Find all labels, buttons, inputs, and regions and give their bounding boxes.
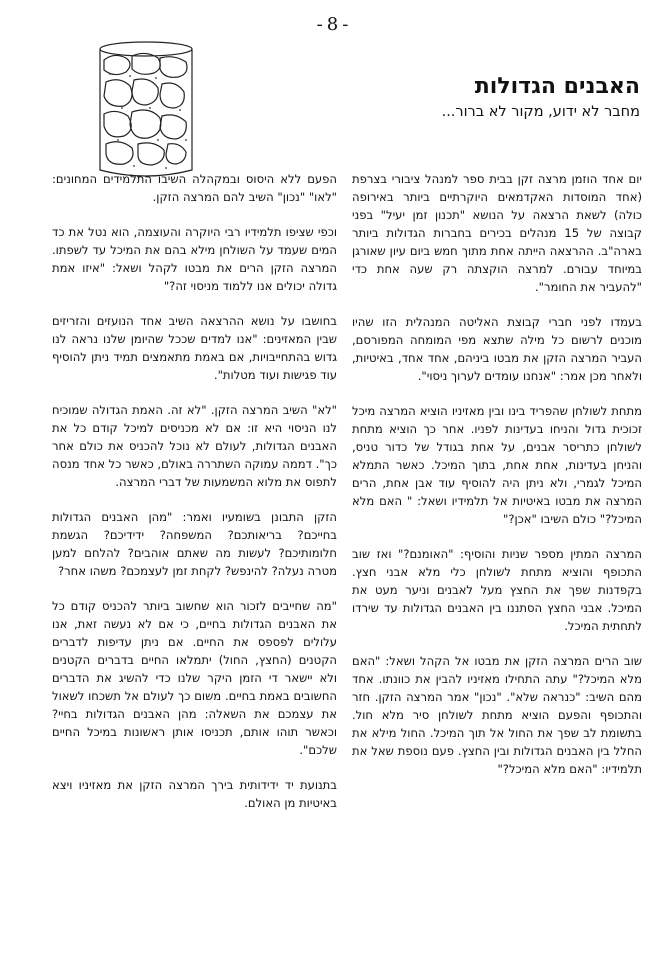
paragraph: בעמדו לפני חברי קבוצת האליטה המנהלית הזו שהיו מוכנים לרשום כל מילה שתצא מפי המומחה המפורסם, העביר המרצה הזקן את מבטו ביניהם, אחד אחד, באיטיות, ולאחר מכן אמר: "אנחנו עומדים לערוך ניסוי". <box>352 315 642 383</box>
paragraph: יום אחד הוזמן מרצה זקן בבית ספר למנהל ציבורי בצרפת (אחד המוסדות האקדמאים היוקרתיים ביותר באירופה כולה) לשאת הרצאה על הנושא "תכנון זמן יעיל" בפני קבוצה של 15 מנהלים בכירים בחברות הגדולות ביותר בארה"ב. ההרצאה הייתה אחת מתוך חמש ביום עיון שאורגן במיוחד עבורם. למרצה הוקצתה רק שעה אחת כדי "להעביר את החומר". <box>352 172 643 294</box>
right-text-column <box>352 170 642 778</box>
paragraph: שוב הרים המרצה הזקן את מבטו אל הקהל ושאל: "האם מלא המיכל?" עתה התחילו מאזיניו להבין את כוונתו. אחד מהם השיב: "כנראה שלא". "נכון" אמר המרצה הזקן. חזר והתכופף והפעם הוציא מתחת לשולחן סיר מלא חול. בתשומת לב שפך את החול אל תוך המיכל. החול מילא את החלל בין האבנים הגדולות ובין החצץ. פעם נוספת שאל את תלמידיו: "האם מלא המיכל?" <box>352 654 642 776</box>
article-byline: מחבר לא ידוע, מקור לא ברור... <box>441 104 640 120</box>
article-title: האבנים הגדולות <box>474 74 640 99</box>
paragraph: בתנועת יד ידידותית בירך המרצה הזקן את מאזיניו ויצא באיטיות מן האולם. <box>52 778 337 810</box>
paragraph: בחושבו על נושא ההרצאה השיב אחד הנועזים והזריזים שבין המאזינים: "אנו למדים שככל שהיומן שלנו נראה לנו גדוש בהתחייבויות, אם באמת מתאמצים תמיד ניתן להוסיף עוד פגישות ועוד מטלות". <box>52 314 337 382</box>
paragraph: הזקן התבונן בשומעיו ואמר: "מהן האבנים הגדולות בחייכם? בריאותכם? המשפחה? ידידיכם? הגשמת חלומותיכם? לעשות מה שאתם אוהבים? להלחם למען מטרה נעלה? להינפש? לקחת זמן לעצמכם? משהו אחר? <box>52 510 337 578</box>
paragraph: המרצה המתין מספר שניות והוסיף: "האומנם?" ואז שוב התכופף והוציא מתחת לשולחן כלי מלא אבני חצץ. בקפדנות שפך את החצץ מעל לאבנים וניער מעט את המיכל. אבני החצץ הסתננו בין האבנים הגדולות עד שירדו לתחתית המיכל. <box>352 547 642 633</box>
left-text-column <box>52 170 337 812</box>
page-number: -8- <box>316 14 353 35</box>
paragraph: וכפי שציפו תלמידיו רבי היוקרה והעוצמה, הוא נטל את כד המים שעמד על השולחן מילא בהם את המיכל עד לשפתו. המרצה הזקן הרים את מבטו לקהל ושאל: "איזו אמת גדולה יכולים אנו ללמוד מניסוי זה?" <box>52 225 337 293</box>
paragraph: "לא" השיב המרצה הזקן. "לא זה. האמת הגדולה שמוכיח לנו הניסוי היא זו: אם לא מכניסים למיכל קודם כל את האבנים הגדולות, לעולם לא נוכל להכניס את כולם אחר כך". דממה עמוקה השתררה באולם, כאשר כל אחד מנסה לתפוס את מלוא המשמעות של דברי המרצה. <box>52 403 337 489</box>
jar-of-stones-illustration <box>92 40 200 180</box>
article-header <box>340 73 640 122</box>
paragraph: הפעם ללא היסוס ובמקהלה השיבו התלמידים המחונים: "לאו" "נכון" השיב להם המרצה הזקן. <box>52 172 337 204</box>
paragraph: מתחת לשולחן שהפריד בינו ובין מאזיניו הוציא המרצה מיכל זכוכית גדול והניחו בעדינות לפניו. אחר כך הוציא מתחת לשולחן כתריסר אבנים, על אחת בגודל של כדור טניס, והניחן בעדינות, אחת אחת, בתוך המיכל. כאשר התמלא המיכל לגמרי, ולא ניתן היה להוסיף עוד אבן אחת, הרים המרצה את מבטו באיטיות אל תלמידיו ושאל: " האם מלא המיכל?" כולם השיבו "אכן?" <box>352 404 642 526</box>
paragraph: "מה שחייבים לזכור הוא שחשוב ביותר להכניס קודם כל את האבנים הגדולות בחיים, כי אם לא נעשה זאת, אנו עלולים לפספס את החיים. אם ניתן עדיפות לדברים הקטנים (החצץ, החול) יתמלאו החיים בדברים הקטנים ולא יישאר די הזמן היקר שלנו כדי להשיג את הדברים החשובים באמת בחיים. משום כך לעולם אל תשכחו לשאול את עצמכם את השאלה: מהן האבנים הגדולות בחיי? וכאשר תוהו אותם, תכניסו אותן ראשונות במיכל החיים שלכם". <box>52 599 337 757</box>
